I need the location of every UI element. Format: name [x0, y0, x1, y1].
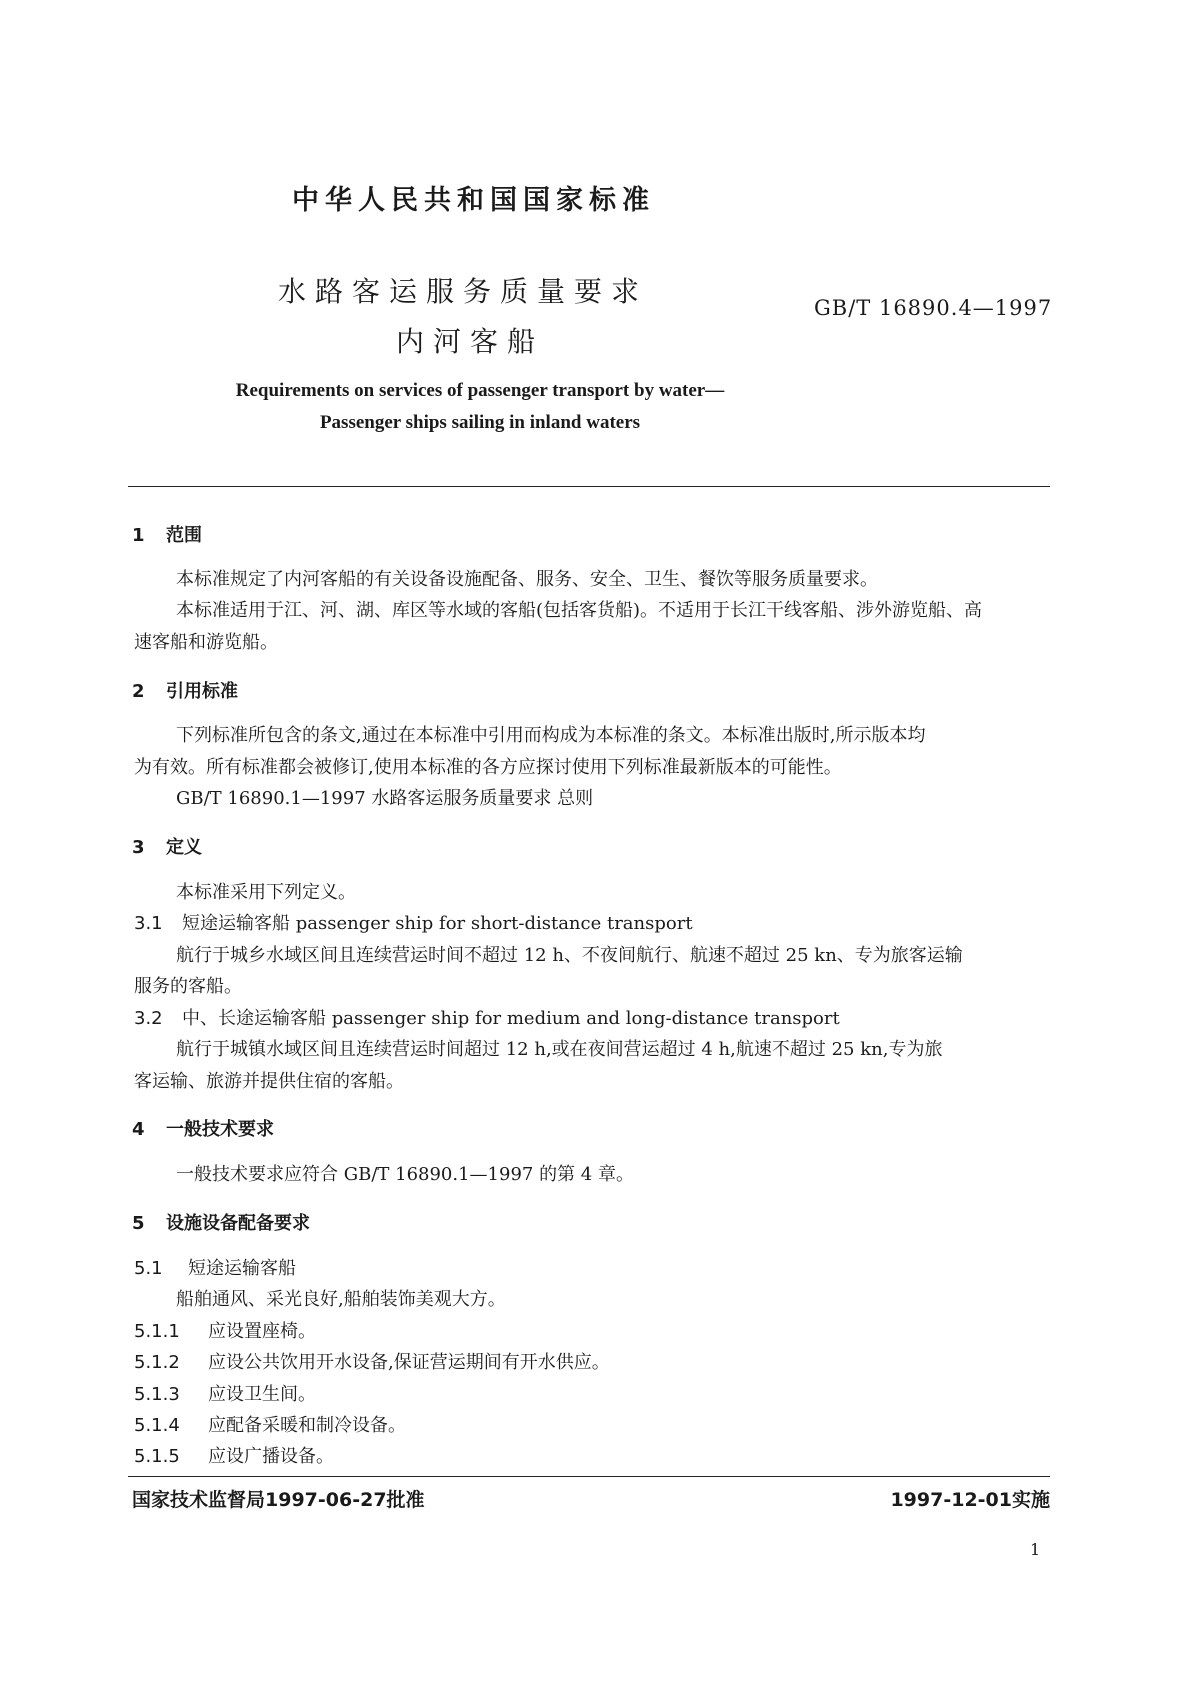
definition-3-2-number: 3.2: [134, 1008, 163, 1029]
section-1-title: 范围: [166, 525, 202, 546]
section-4-heading: [132, 1115, 274, 1141]
subsection-5-1-title: 短途运输客船: [188, 1258, 296, 1279]
list-item: [134, 1317, 316, 1343]
section-1-heading: [132, 521, 202, 547]
list-item: [134, 1442, 334, 1468]
english-title-line2: Passenger ships sailing in inland waters: [319, 412, 641, 433]
definition-3-1-text-b: 服务的客船。: [134, 976, 242, 997]
definition-3-1-number: 3.1: [134, 913, 163, 934]
header-divider: [128, 486, 1050, 487]
section-1-paragraph-2a: 本标准适用于江、河、湖、库区等水域的客船(包括客货船)。不适用于长江干线客船、涉外游览船、高: [176, 600, 983, 621]
section-4-number: 4: [132, 1119, 145, 1140]
section-4-paragraph: 一般技术要求应符合 GB/T 16890.1—1997 的第 4 章。: [176, 1164, 634, 1185]
item-number: 5.1.3: [134, 1384, 180, 1405]
definition-3-2-term: 中、长途运输客船 passenger ship for medium and long-distance transport: [182, 1008, 840, 1029]
section-4-title: 一般技术要求: [166, 1119, 274, 1140]
footer-divider: [128, 1476, 1050, 1477]
section-2-heading: [132, 677, 238, 703]
approval-info: 国家技术监督局1997-06-27批准: [132, 1489, 425, 1511]
list-item: [134, 1380, 316, 1406]
item-text: 应配备采暖和制冷设备。: [208, 1415, 406, 1436]
standard-title-line2: 内河客船: [396, 325, 545, 358]
section-2-paragraph-1b: 为有效。所有标准都会被修订,使用本标准的各方应探讨使用下列标准最新版本的可能性。: [134, 757, 842, 778]
section-5-heading: [132, 1209, 310, 1235]
item-text: 应设公共饮用开水设备,保证营运期间有开水供应。: [208, 1352, 610, 1373]
definition-3-2: [134, 1004, 840, 1030]
section-1-paragraph-2b: 速客船和游览船。: [134, 632, 278, 653]
section-3-number: 3: [132, 837, 145, 858]
national-standard-heading: 中华人民共和国国家标准: [292, 185, 655, 216]
subsection-5-1-number: 5.1: [134, 1258, 163, 1279]
item-text: 应设置座椅。: [208, 1321, 316, 1342]
item-number: 5.1.4: [134, 1415, 180, 1436]
item-number: 5.1.1: [134, 1321, 180, 1342]
standard-title-line1: 水路客运服务质量要求: [278, 275, 649, 308]
section-1-number: 1: [132, 525, 145, 546]
definition-3-1: [134, 909, 693, 935]
page-number: 1: [1030, 1540, 1041, 1559]
section-1-paragraph-1: 本标准规定了内河客船的有关设备设施配备、服务、安全、卫生、餐饮等服务质量要求。: [176, 569, 878, 590]
subsection-5-1: [134, 1254, 296, 1280]
list-item: [134, 1411, 406, 1437]
item-number: 5.1.2: [134, 1352, 180, 1373]
section-3-heading: [132, 833, 202, 859]
section-2-paragraph-1a: 下列标准所包含的条文,通过在本标准中引用而构成为本标准的条文。本标准出版时,所示版本均: [176, 725, 926, 746]
section-3-intro: 本标准采用下列定义。: [176, 882, 356, 903]
definition-3-2-text-a: 航行于城镇水域区间且连续营运时间超过 12 h,或在夜间营运超过 4 h,航速不超过 25 kn,专为旅: [176, 1039, 943, 1060]
english-title-line1: Requirements on services of passenger transport by water—: [235, 380, 725, 401]
item-text: 应设广播设备。: [208, 1446, 334, 1467]
section-2-number: 2: [132, 681, 145, 702]
standard-number: GB/T 16890.4—1997: [814, 296, 1053, 320]
section-2-title: 引用标准: [166, 681, 238, 702]
item-text: 应设卫生间。: [208, 1384, 316, 1405]
definition-3-1-term: 短途运输客船 passenger ship for short-distance transport: [182, 913, 693, 934]
section-3-title: 定义: [166, 837, 202, 858]
definition-3-1-text-a: 航行于城乡水域区间且连续营运时间不超过 12 h、不夜间航行、航速不超过 25 kn、专为旅客运输: [176, 945, 963, 966]
list-item: [134, 1348, 610, 1374]
section-5-title: 设施设备配备要求: [166, 1213, 310, 1234]
item-number: 5.1.5: [134, 1446, 180, 1467]
subsection-5-1-paragraph: 船舶通风、采光良好,船舶装饰美观大方。: [176, 1289, 506, 1310]
section-5-number: 5: [132, 1213, 145, 1234]
implementation-date: 1997-12-01实施: [890, 1489, 1050, 1511]
section-2-reference: GB/T 16890.1—1997 水路客运服务质量要求 总则: [176, 788, 594, 809]
definition-3-2-text-b: 客运输、旅游并提供住宿的客船。: [134, 1071, 404, 1092]
